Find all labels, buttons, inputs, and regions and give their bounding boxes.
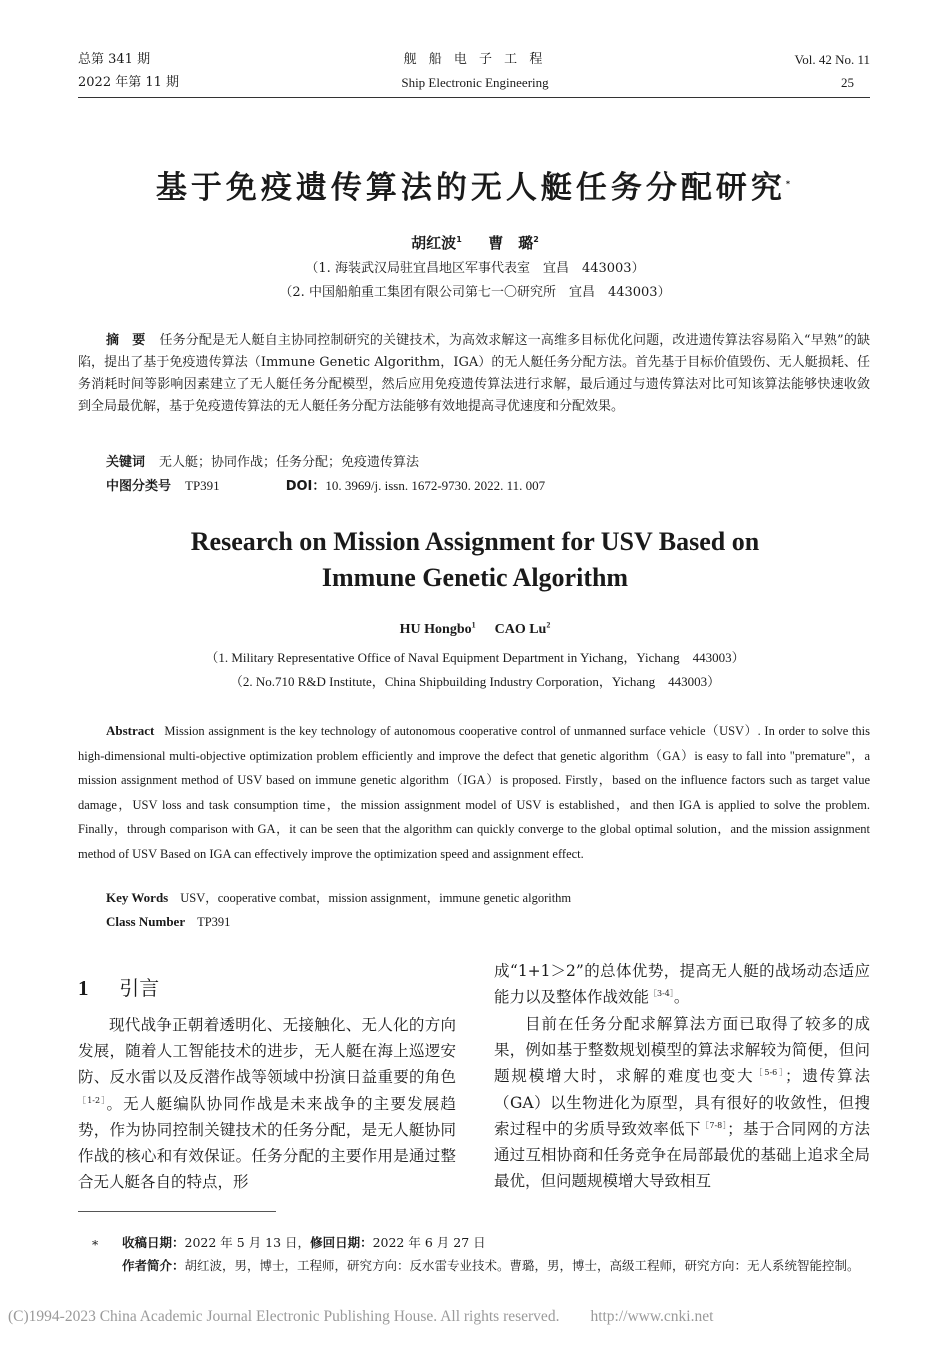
author-1-en: HU Hongbo: [399, 622, 472, 637]
abstract-cn: [78, 330, 870, 418]
class-en-value: TP391: [197, 915, 231, 929]
class-cn-label: 中图分类号: [106, 479, 172, 494]
author-2-cn-sup: 2: [533, 235, 539, 244]
issue-total: 总第 341 期: [78, 52, 151, 67]
affiliation-en-1: （1. Military Representative Office of Naval Equipment Department in Yichang，Yichang 443003）: [205, 650, 745, 665]
right-text-c: 目前在任务分配求解算法方面已取得了较多的成果，例如基于整数规划模型的算法求解较为简便，但问题规模增大时，求解的难度也变大: [494, 1015, 870, 1086]
author-2-cn: 曹 璐: [488, 234, 534, 252]
citation-5-6: ［5-6］: [754, 1068, 785, 1078]
affiliation-en-2: （2. No.710 R&D Institute，China Shipbuilding Industry Corporation，Yichang 443003）: [229, 674, 721, 689]
doi-value: 10. 3969/j. issn. 1672-9730. 2022. 11. 007: [325, 478, 546, 493]
citation-3-4: ［3-4］: [649, 989, 674, 999]
footnote-bio: [122, 1255, 870, 1277]
revised-label: 修回日期：: [310, 1235, 373, 1250]
right-text-a: 成“1+1＞2”的总体优势，提高无人艇的战场动态适应能力以及整体作战效能: [494, 962, 870, 1007]
section-1-number: 1: [78, 976, 89, 1000]
abstract-cn-label: 摘 要: [106, 333, 146, 348]
issue-year: 2022 年第 11 期: [78, 75, 180, 90]
title-en-line-1: Research on Mission Assignment for USV Based on: [190, 527, 760, 556]
section-1-right-paragraph-2: [494, 1011, 870, 1194]
left-text-a: 现代战争正朝着透明化、无接触化、无人化的方向发展，随着人工智能技术的进步，无人艇在海上巡逻安防、反水雷以及反潜作战等领域中扮演日益重要的角色: [78, 1016, 456, 1087]
section-1-title: 引言: [119, 976, 160, 1000]
abstract-en-text: Mission assignment is the key technology of autonomous cooperative control of unmanned surface vehicle（USV）. In order to solve this high-dimensional multi-objective optimization problem efficiently and improve the defect that genetic algorithm（GA）is easy to fall into "premature"，a mission assignment method of USV based on immune genetic algorithm（IGA）is proposed. Firstly，based on the influence factors such as target value damage，USV loss and task consumption time，the mission assignment model of USV is established，and then IGA is applied to solve the problem. Finally，through comparison with GA，it can be seen that the algorithm can quickly converge to the global optimal solution，and the mission assignment method of USV Based on IGA can effectively improve the optimization speed and assignment effect.: [78, 724, 870, 861]
bio-label: 作者简介：: [122, 1258, 185, 1273]
keywords-en-label: Key Words: [106, 890, 169, 905]
section-1-right-paragraph-1: [494, 958, 870, 1010]
affiliation-cn-2: （2. 中国船舶重工集团有限公司第七一〇研究所 宜昌 443003）: [279, 285, 671, 300]
footnote-mark: *: [92, 1237, 99, 1252]
abstract-en: [78, 719, 870, 867]
title-cn: [0, 162, 950, 207]
revised-value: 2022 年 6 月 27 日: [372, 1235, 486, 1250]
journal-name-en: Ship Electronic Engineering: [401, 75, 549, 90]
journal-name-cn: 舰 船 电 子 工 程: [403, 52, 547, 67]
left-text-b: 。无人艇编队协同作战是未来战争的主要发展趋势，作为协同控制关键技术的任务分配，是无人艇协同作战的核心和有效保证。任务分配的主要作用是通过整合无人艇各自的特点，形: [78, 1094, 456, 1192]
footnote-rule: [78, 1211, 276, 1212]
doi-label: DOI：: [285, 479, 326, 494]
copyright-notice: (C)1994-2023 China Academic Journal Electronic Publishing House. All rights reserved. http://www.cnki.net: [8, 1308, 714, 1325]
title-cn-mark: *: [785, 179, 795, 189]
section-1-left-paragraph: [78, 1012, 456, 1195]
authors-en: [0, 622, 950, 638]
citation-7-8: ［7-8］: [700, 1120, 728, 1130]
class-cn-value: TP391: [185, 478, 220, 493]
author-2-en: CAO Lu: [494, 622, 547, 637]
page-number: 25: [841, 75, 854, 90]
author-1-en-sup: 1: [471, 620, 476, 630]
header-rule: [78, 97, 870, 98]
class-en-label: Class Number: [106, 914, 186, 929]
bio-text: 胡红波，男，博士，工程师，研究方向：反水雷专业技术。曹璐，男，博士，高级工程师，研究方向：无人系统智能控制。: [184, 1258, 860, 1273]
authors-cn: [0, 232, 950, 253]
right-text-d: ；遗传算法（GA）以生物进化为原型，具有很好的收敛性，但搜索过程中的劣质导致效率低下: [494, 1067, 870, 1138]
keywords-cn-value: 无人艇；协同作战；任务分配；免疫遗传算法: [159, 455, 420, 470]
abstract-en-label: Abstract: [106, 723, 155, 738]
keywords-cn-label: 关键词: [106, 455, 146, 470]
title-cn-text: 基于免疫遗传算法的无人艇任务分配研究: [155, 170, 786, 206]
volume: Vol. 42 No. 11: [794, 52, 870, 67]
keywords-en: [106, 886, 571, 911]
title-en-line-2: Immune Genetic Algorithm: [321, 563, 629, 592]
keywords-cn: [106, 452, 419, 474]
class-number-en: [106, 910, 230, 935]
keywords-en-value: USV，cooperative combat，mission assignment，immune genetic algorithm: [180, 891, 572, 905]
received-value: 2022 年 5 月 13 日，: [184, 1235, 311, 1250]
author-1-cn-sup: 1: [456, 235, 462, 244]
citation-1-2: ［1-2］: [78, 1095, 107, 1105]
affiliation-cn-1: （1. 海装武汉局驻宜昌地区军事代表室 宜昌 443003）: [305, 261, 645, 276]
author-2-en-sup: 2: [546, 620, 551, 630]
right-text-e: ；基于合同网的方法通过互相协商和任务竞争在局部最优的基础上追求全局最优，但问题规模增大导致相互: [494, 1119, 870, 1191]
section-1-heading: [78, 972, 159, 1001]
right-text-b: 。: [673, 988, 690, 1007]
abstract-cn-text: 任务分配是无人艇自主协同控制研究的关键技术，为高效求解这一高维多目标优化问题，改进遗传算法容易陷入“早熟”的缺陷，提出了基于免疫遗传算法（Immune Genetic Algorithm，IGA）的无人艇任务分配方法。首先基于目标价值毁伤、无人艇损耗、任务消耗时间等影响因素建立了无人艇任务分配模型，然后应用免疫遗传算法进行求解，最后通过与遗传算法对比可知该算法能够快速收敛到全局最优解，基于免疫遗传算法的无人艇任务分配方法能够有效地提高寻优速度和分配效果。: [78, 333, 870, 414]
author-1-cn: 胡红波: [411, 234, 457, 252]
class-doi-cn: [106, 475, 545, 498]
received-label: 收稿日期：: [122, 1235, 185, 1250]
footnote-dates: [122, 1232, 486, 1254]
